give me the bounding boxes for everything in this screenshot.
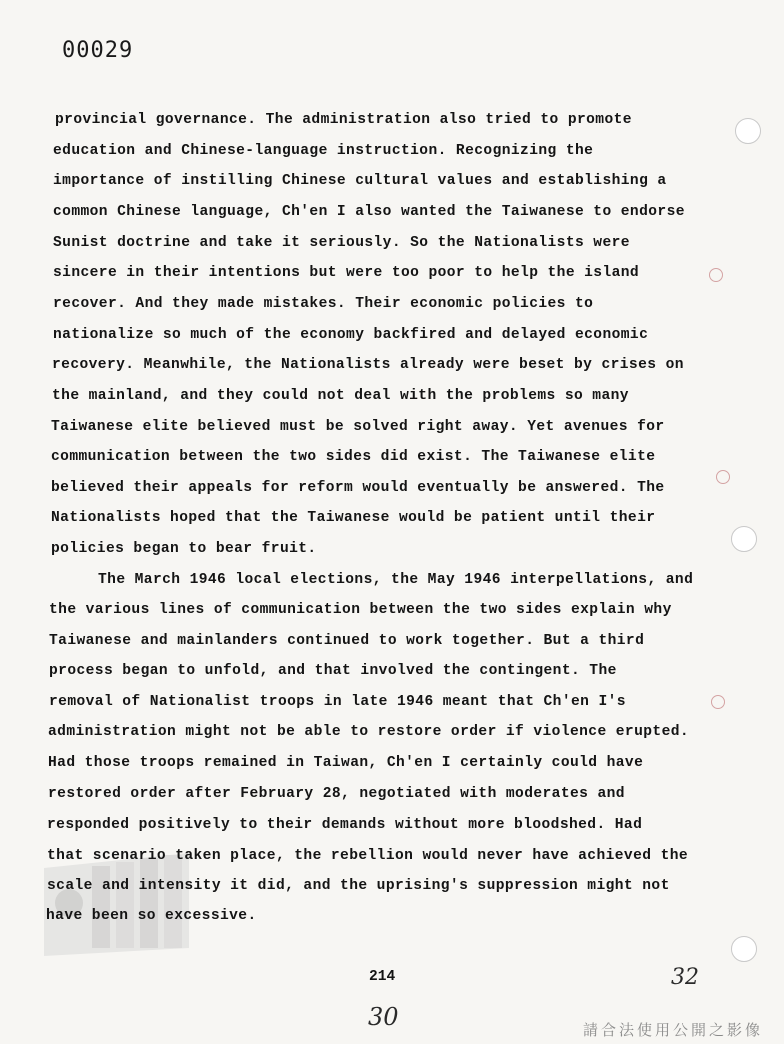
text-line: the mainland, and they could not deal with the problems so many (52, 388, 629, 404)
text-line: removal of Nationalist troops in late 1946 meant that Ch'en I's (49, 694, 626, 710)
text-line: provincial governance. The administration also tried to promote (55, 112, 632, 128)
text-line: communication between the two sides did exist. The Taiwanese elite (51, 449, 656, 465)
document-id-number: 00029 (62, 38, 134, 63)
text-line: Nationalists hoped that the Taiwanese would be patient until their (51, 510, 656, 526)
text-line: policies began to bear fruit. (51, 541, 317, 557)
text-line: importance of instilling Chinese cultural values and establishing a (53, 173, 667, 189)
text-line: education and Chinese-language instruction. Recognizing the (53, 143, 594, 159)
page-number: 214 (369, 969, 396, 985)
text-line: Sunist doctrine and take it seriously. So the Nationalists were (53, 235, 630, 251)
text-line: nationalize so much of the economy backfired and delayed economic (53, 327, 649, 343)
text-line: common Chinese language, Ch'en I also wanted the Taiwanese to endorse (53, 204, 685, 220)
text-line: that scenario taken place, the rebellion would never have achieved the (47, 848, 689, 864)
punch-hole (731, 936, 757, 962)
handwritten-sheet-mark: 30 (368, 1003, 399, 1031)
text-line: Taiwanese elite believed must be solved right away. Yet avenues for (51, 419, 665, 435)
handwritten-page-mark: 32 (671, 965, 699, 990)
punch-hole (731, 526, 757, 552)
text-line: scale and intensity it did, and the uprising's suppression might not (47, 878, 670, 894)
text-line: Had those troops remained in Taiwan, Ch'en I certainly could have (48, 755, 644, 771)
punch-hole-mark (711, 695, 725, 709)
archive-usage-stamp: 請合法使用公開之影像 (583, 1021, 764, 1039)
text-line: recover. And they made mistakes. Their economic policies to (53, 296, 594, 312)
text-line: restored order after February 28, negotiated with moderates and (48, 786, 625, 802)
text-line: believed their appeals for reform would eventually be answered. The (51, 480, 665, 496)
text-line: The March 1946 local elections, the May 1946 interpellations, and (98, 572, 694, 588)
text-line: recovery. Meanwhile, the Nationalists already were beset by crises on (52, 357, 684, 373)
text-line: have been so excessive. (46, 908, 257, 924)
text-line: sincere in their intentions but were too poor to help the island (53, 265, 640, 281)
text-line: administration might not be able to restore order if violence erupted. (48, 724, 690, 740)
punch-hole-mark (716, 470, 730, 484)
text-line: Taiwanese and mainlanders continued to work together. But a third (49, 633, 645, 649)
text-line: the various lines of communication between the two sides explain why (49, 602, 672, 618)
punch-hole (735, 118, 761, 144)
text-line: process began to unfold, and that involved the contingent. The (49, 663, 617, 679)
text-line: responded positively to their demands without more bloodshed. Had (47, 817, 643, 833)
punch-hole-mark (709, 268, 723, 282)
